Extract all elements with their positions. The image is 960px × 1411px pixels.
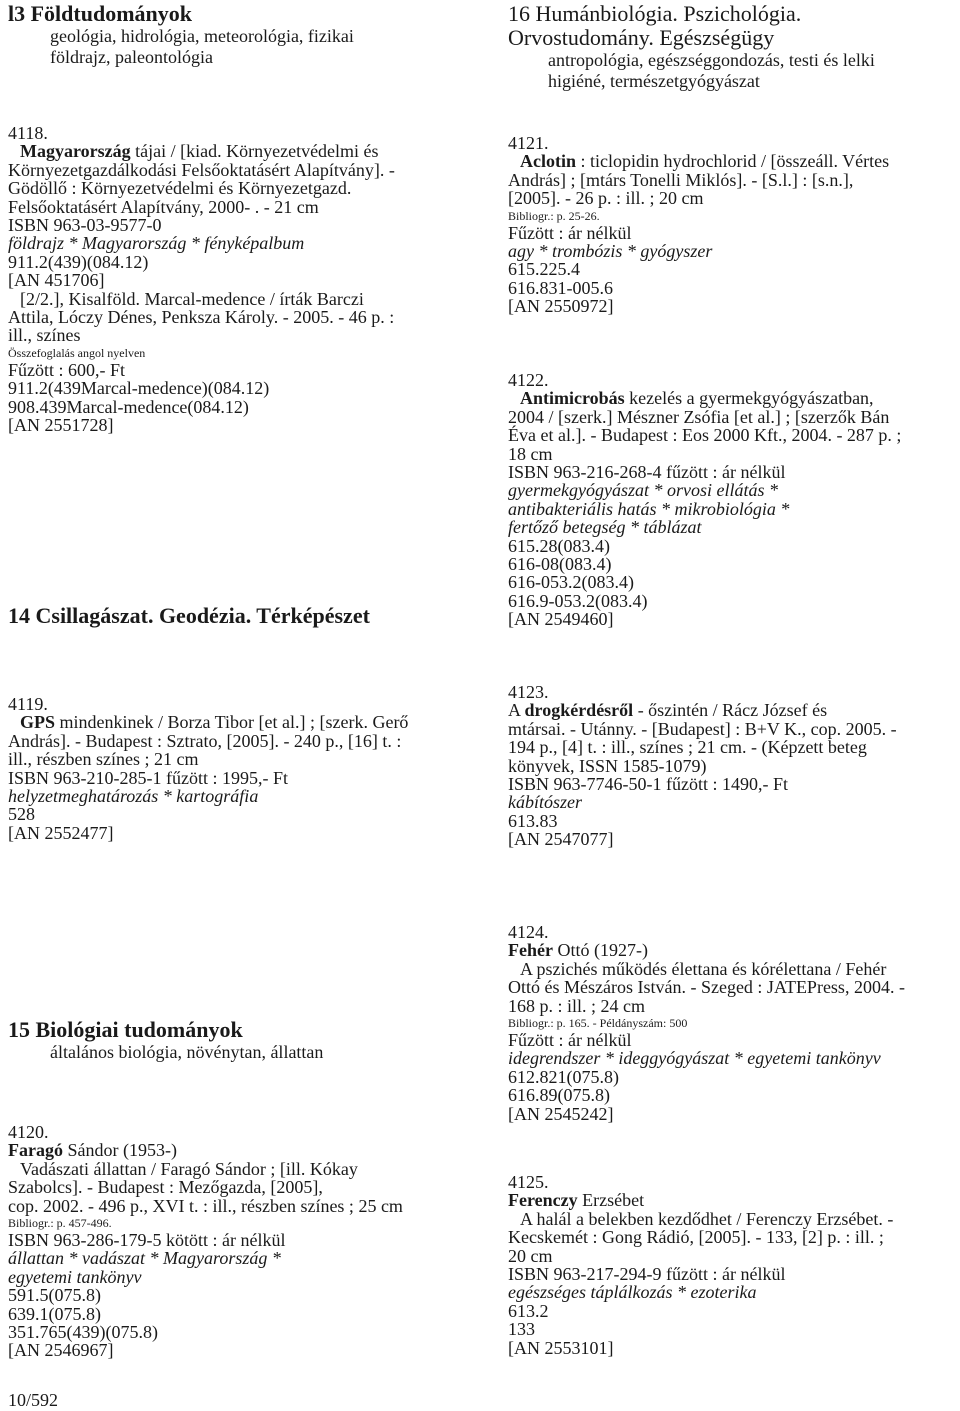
record-4125 (508, 1173, 893, 1357)
record-number: 4122. (508, 370, 549, 390)
classification: 639.1(075.8) (8, 1303, 101, 1324)
record-note: Bibliogr.: p. 25-26. (508, 208, 600, 223)
price: Fűzött : ár nélkül (508, 222, 632, 243)
record-line: ill., színes (8, 325, 81, 346)
record-line: Ottó és Mészáros István. - Szeged : JATEPress, 2004. - (508, 977, 905, 998)
record-line: 2004 / [szerk.] Mészner Zsófia [et al.] ; [szerzők Bán (508, 406, 890, 427)
record-note: Bibliogr.: p. 165. - Példányszám: 500 (508, 1016, 688, 1031)
section-title: Orvostudomány. Egészségügy (508, 25, 775, 50)
isbn: ISBN 963-210-285-1 fűzött : 1995,- Ft (8, 767, 288, 788)
record-4118 (8, 124, 395, 435)
record-4119 (8, 695, 408, 842)
classification: 615.28(083.4) (508, 535, 610, 556)
record-line: mtársai. - Utánny. - [Budapest] : B+V K., cop. 2005. - (508, 718, 897, 739)
isbn: ISBN 963-286-179-5 kötött : ár nélkül (8, 1230, 286, 1251)
an-number: [AN 2549460] (508, 609, 614, 630)
classification: 351.765(439)(075.8) (8, 1322, 158, 1343)
record-line: Gödöllő : Környezetvédelmi és Környezetgazd. (8, 178, 352, 199)
section-title: 14 Csillagászat. Geodézia. Térképészet (8, 603, 370, 628)
record-line: [2005]. - 26 p. : ill. ; 20 cm (508, 188, 704, 209)
record-line: András] ; [mtárs Tonelli Miklós]. - [S.l.] : [s.n.], (508, 169, 854, 190)
record-note: Összefoglalás angol nyelven (8, 345, 146, 360)
page-number: 10/592 (8, 1390, 59, 1410)
record-main-entry: Faragó (8, 1140, 63, 1161)
record-line: A halál a belekben kezdődhet / Ferenczy Erzsébet. - (520, 1208, 894, 1229)
subject-terms: egyetemi tankönyv (8, 1266, 142, 1287)
classification: 616.89(075.8) (508, 1085, 610, 1106)
an-number: [AN 2553101] (508, 1337, 614, 1358)
record-4123 (508, 683, 897, 849)
isbn: ISBN 963-7746-50-1 fűzött : 1490,- Ft (508, 774, 788, 795)
subject-terms: állattan * vadászat * Magyarország * (8, 1248, 281, 1269)
isbn: ISBN 963-216-268-4 fűzött : ár nélkül (508, 462, 786, 483)
record-number: 4118. (8, 123, 48, 143)
classification: 613.2 (508, 1300, 549, 1321)
record-number: 4123. (508, 682, 549, 702)
record-title-line: Ferenczy Erzsébet (508, 1190, 645, 1211)
record-number: 4120. (8, 1122, 49, 1142)
record-number: 4124. (508, 922, 549, 942)
classification: 612.821(075.8) (508, 1066, 619, 1087)
record-line: cop. 2002. - 496 p., XVI t. : ill., részben színes ; 25 cm (8, 1195, 403, 1216)
record-main-entry: Magyarország (20, 141, 131, 162)
record-line: 168 p. : ill. ; 24 cm (508, 995, 645, 1016)
price: Fűzött : ár nélkül (508, 1030, 632, 1051)
record-line: [2/2.], Kisalföld. Marcal-medence / írták Barczi (20, 288, 364, 309)
record-line: könyvek, ISSN 1585-1079) (508, 755, 707, 776)
section-15-header (8, 1018, 323, 1063)
record-4121 (508, 134, 889, 316)
classification: 616-08(083.4) (508, 554, 612, 575)
record-line: Szabolcs]. - Budapest : Mezőgazda, [2005], (8, 1177, 323, 1198)
record-line: Vadászati állattan / Faragó Sándor ; [ill. Kókay (20, 1158, 358, 1179)
record-main-entry: drogkérdésről (524, 700, 634, 721)
record-line: Éva et al.]. - Budapest : Eos 2000 Kft., 2004. - 287 p. ; (508, 425, 902, 446)
record-main-entry: Ferenczy (508, 1190, 578, 1211)
an-number: [AN 2552477] (8, 822, 114, 843)
section-16-header (508, 2, 875, 92)
record-line: 20 cm (508, 1245, 553, 1266)
section-title: l3 Földtudományok (8, 1, 192, 26)
record-number: 4119. (8, 694, 48, 714)
section-14-header (8, 604, 370, 628)
record-main-entry: Antimicrobás (520, 388, 625, 409)
classification: 133 (508, 1319, 535, 1340)
record-title-line: Antimicrobás kezelés a gyermekgyógyászatban, (520, 388, 874, 409)
subject-terms: fertőző betegség * táblázat (508, 517, 702, 538)
section-subtitle: geológia, hidrológia, meteorológia, fizikai (50, 26, 354, 46)
classification: 911.2(439Marcal-medence)(084.12) (8, 378, 270, 399)
record-main-entry: Fehér (508, 940, 553, 961)
record-number: 4121. (508, 133, 549, 153)
record-line: 18 cm (508, 443, 553, 464)
record-title-line: GPS mindenkinek / Borza Tibor [et al.] ; [szerk. Gerő (20, 712, 409, 733)
record-line: A pszichés működés élettana és kórélettana / Fehér (520, 958, 887, 979)
subject-terms: földrajz * Magyarország * fényképalbum (8, 233, 305, 254)
record-title-line: Aclotin : ticlopidin hydrochlorid / [összeáll. Vértes (520, 151, 890, 172)
record-main-entry: Aclotin (520, 151, 576, 172)
price: Fűzött : 600,- Ft (8, 359, 126, 380)
classification: 616-053.2(083.4) (508, 572, 634, 593)
classification: 908.439Marcal-medence(084.12) (8, 396, 249, 417)
record-number: 4125. (508, 1172, 549, 1192)
record-4120 (8, 1123, 403, 1360)
an-number: [AN 2550972] (508, 296, 614, 317)
an-number: [AN 2547077] (508, 829, 614, 850)
isbn: ISBN 963-217-294-9 fűzött : ár nélkül (508, 1264, 786, 1285)
record-main-entry: GPS (20, 712, 56, 733)
record-4124 (508, 923, 905, 1123)
section-subtitle: általános biológia, növénytan, állattan (50, 1042, 324, 1062)
classification: 528 (8, 804, 35, 825)
record-note: Bibliogr.: p. 457-496. (8, 1216, 112, 1231)
record-line: Kecskemét : Gong Rádió, [2005]. - 133, [2] p. : ill. ; (508, 1227, 884, 1248)
section-subtitle: higiéné, természetgyógyászat (548, 71, 760, 91)
record-title-line: Magyarország tájai / [kiad. Környezetvédelmi és (20, 141, 379, 162)
classification: 911.2(439)(084.12) (8, 251, 149, 272)
subject-terms: egészséges táplálkozás * ezoterika (508, 1282, 757, 1303)
record-line: András]. - Budapest : Sztrato, [2005]. - 240 p., [16] t. : (8, 730, 402, 751)
section-title: 16 Humánbiológia. Pszichológia. (508, 1, 802, 26)
classification: 616.831-005.6 (508, 277, 613, 298)
record-line: ill., részben színes ; 21 cm (8, 749, 199, 770)
an-number: [AN 2545242] (508, 1103, 614, 1124)
section-title: 15 Biológiai tudományok (8, 1017, 243, 1042)
an-number: [AN 2551728] (8, 415, 114, 436)
section-13-header (8, 2, 354, 68)
record-title-line: Faragó Sándor (1953-) (8, 1140, 177, 1161)
record-title-line: A drogkérdésről - őszintén / Rácz József és (508, 700, 828, 721)
subject-terms: kábítószer (508, 792, 582, 813)
classification: 591.5(075.8) (8, 1285, 101, 1306)
record-line: Környezetgazdálkodási Felsőoktatásért Alapítvány]. - (8, 159, 395, 180)
classification: 615.225.4 (508, 259, 580, 280)
record-4122 (508, 371, 901, 629)
subject-terms: agy * trombózis * gyógyszer (508, 241, 713, 262)
record-line: Felsőoktatásért Alapítvány, 2000- . - 21 cm (8, 196, 319, 217)
record-line: Attila, Lóczy Dénes, Penksza Károly. - 2005. - 46 p. : (8, 307, 395, 328)
subject-terms: helyzetmeghatározás * kartográfia (8, 786, 259, 807)
section-subtitle: földrajz, paleontológia (50, 47, 213, 67)
subject-terms: idegrendszer * ideggyógyászat * egyetemi tankönyv (508, 1048, 881, 1069)
section-subtitle: antropológia, egészséggondozás, testi és lelki (548, 50, 875, 70)
classification: 616.9-053.2(083.4) (508, 590, 648, 611)
classification: 613.83 (508, 810, 558, 831)
an-number: [AN 451706] (8, 270, 105, 291)
an-number: [AN 2546967] (8, 1340, 114, 1361)
record-title-line: Fehér Ottó (1927-) (508, 940, 648, 961)
subject-terms: antibakteriális hatás * mikrobiológia * (508, 498, 790, 519)
isbn: ISBN 963-03-9577-0 (8, 215, 162, 236)
subject-terms: gyermekgyógyászat * orvosi ellátás * (508, 480, 778, 501)
record-line: 194 p., [4] t. : ill., színes ; 21 cm. - (Képzett beteg (508, 737, 867, 758)
